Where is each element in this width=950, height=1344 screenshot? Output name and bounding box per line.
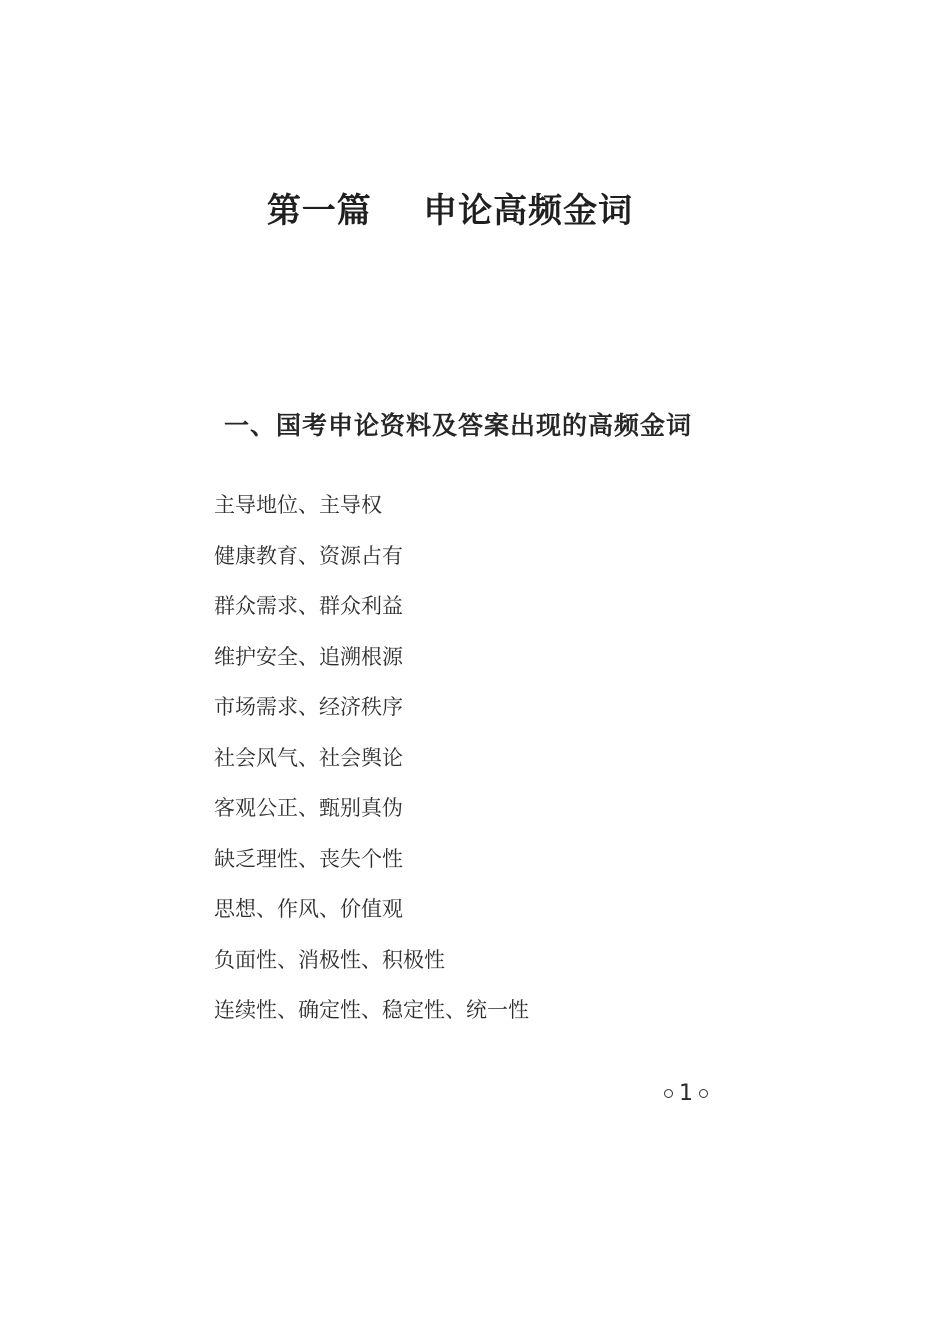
page-number — [664, 1081, 708, 1106]
list-item: 连续性、确定性、稳定性、统一性 — [214, 998, 529, 1022]
chapter-title: 第一篇 申论高频金词 — [266, 191, 634, 231]
list-item: 思想、作风、价值观 — [214, 897, 403, 921]
page-number-value: 1 — [679, 1081, 693, 1106]
list-item: 客观公正、甄别真伪 — [214, 796, 403, 820]
list-item: 健康教育、资源占有 — [214, 543, 403, 568]
list-item: 群众需求、群众利益 — [214, 594, 403, 618]
list-item: 维护安全、追溯根源 — [214, 644, 403, 669]
list-item: 市场需求、经济秩序 — [214, 695, 403, 719]
list-item: 主导地位、主导权 — [214, 493, 382, 517]
list-item: 缺乏理性、丧失个性 — [214, 846, 403, 871]
list-item: 社会风气、社会舆论 — [214, 745, 403, 770]
term-list — [214, 489, 529, 1045]
list-item: 负面性、消极性、积极性 — [214, 947, 445, 972]
section-title: 一、国考申论资料及答案出现的高频金词 — [224, 411, 693, 440]
ring-ornament-right — [699, 1089, 708, 1098]
ring-ornament-left — [664, 1089, 673, 1098]
